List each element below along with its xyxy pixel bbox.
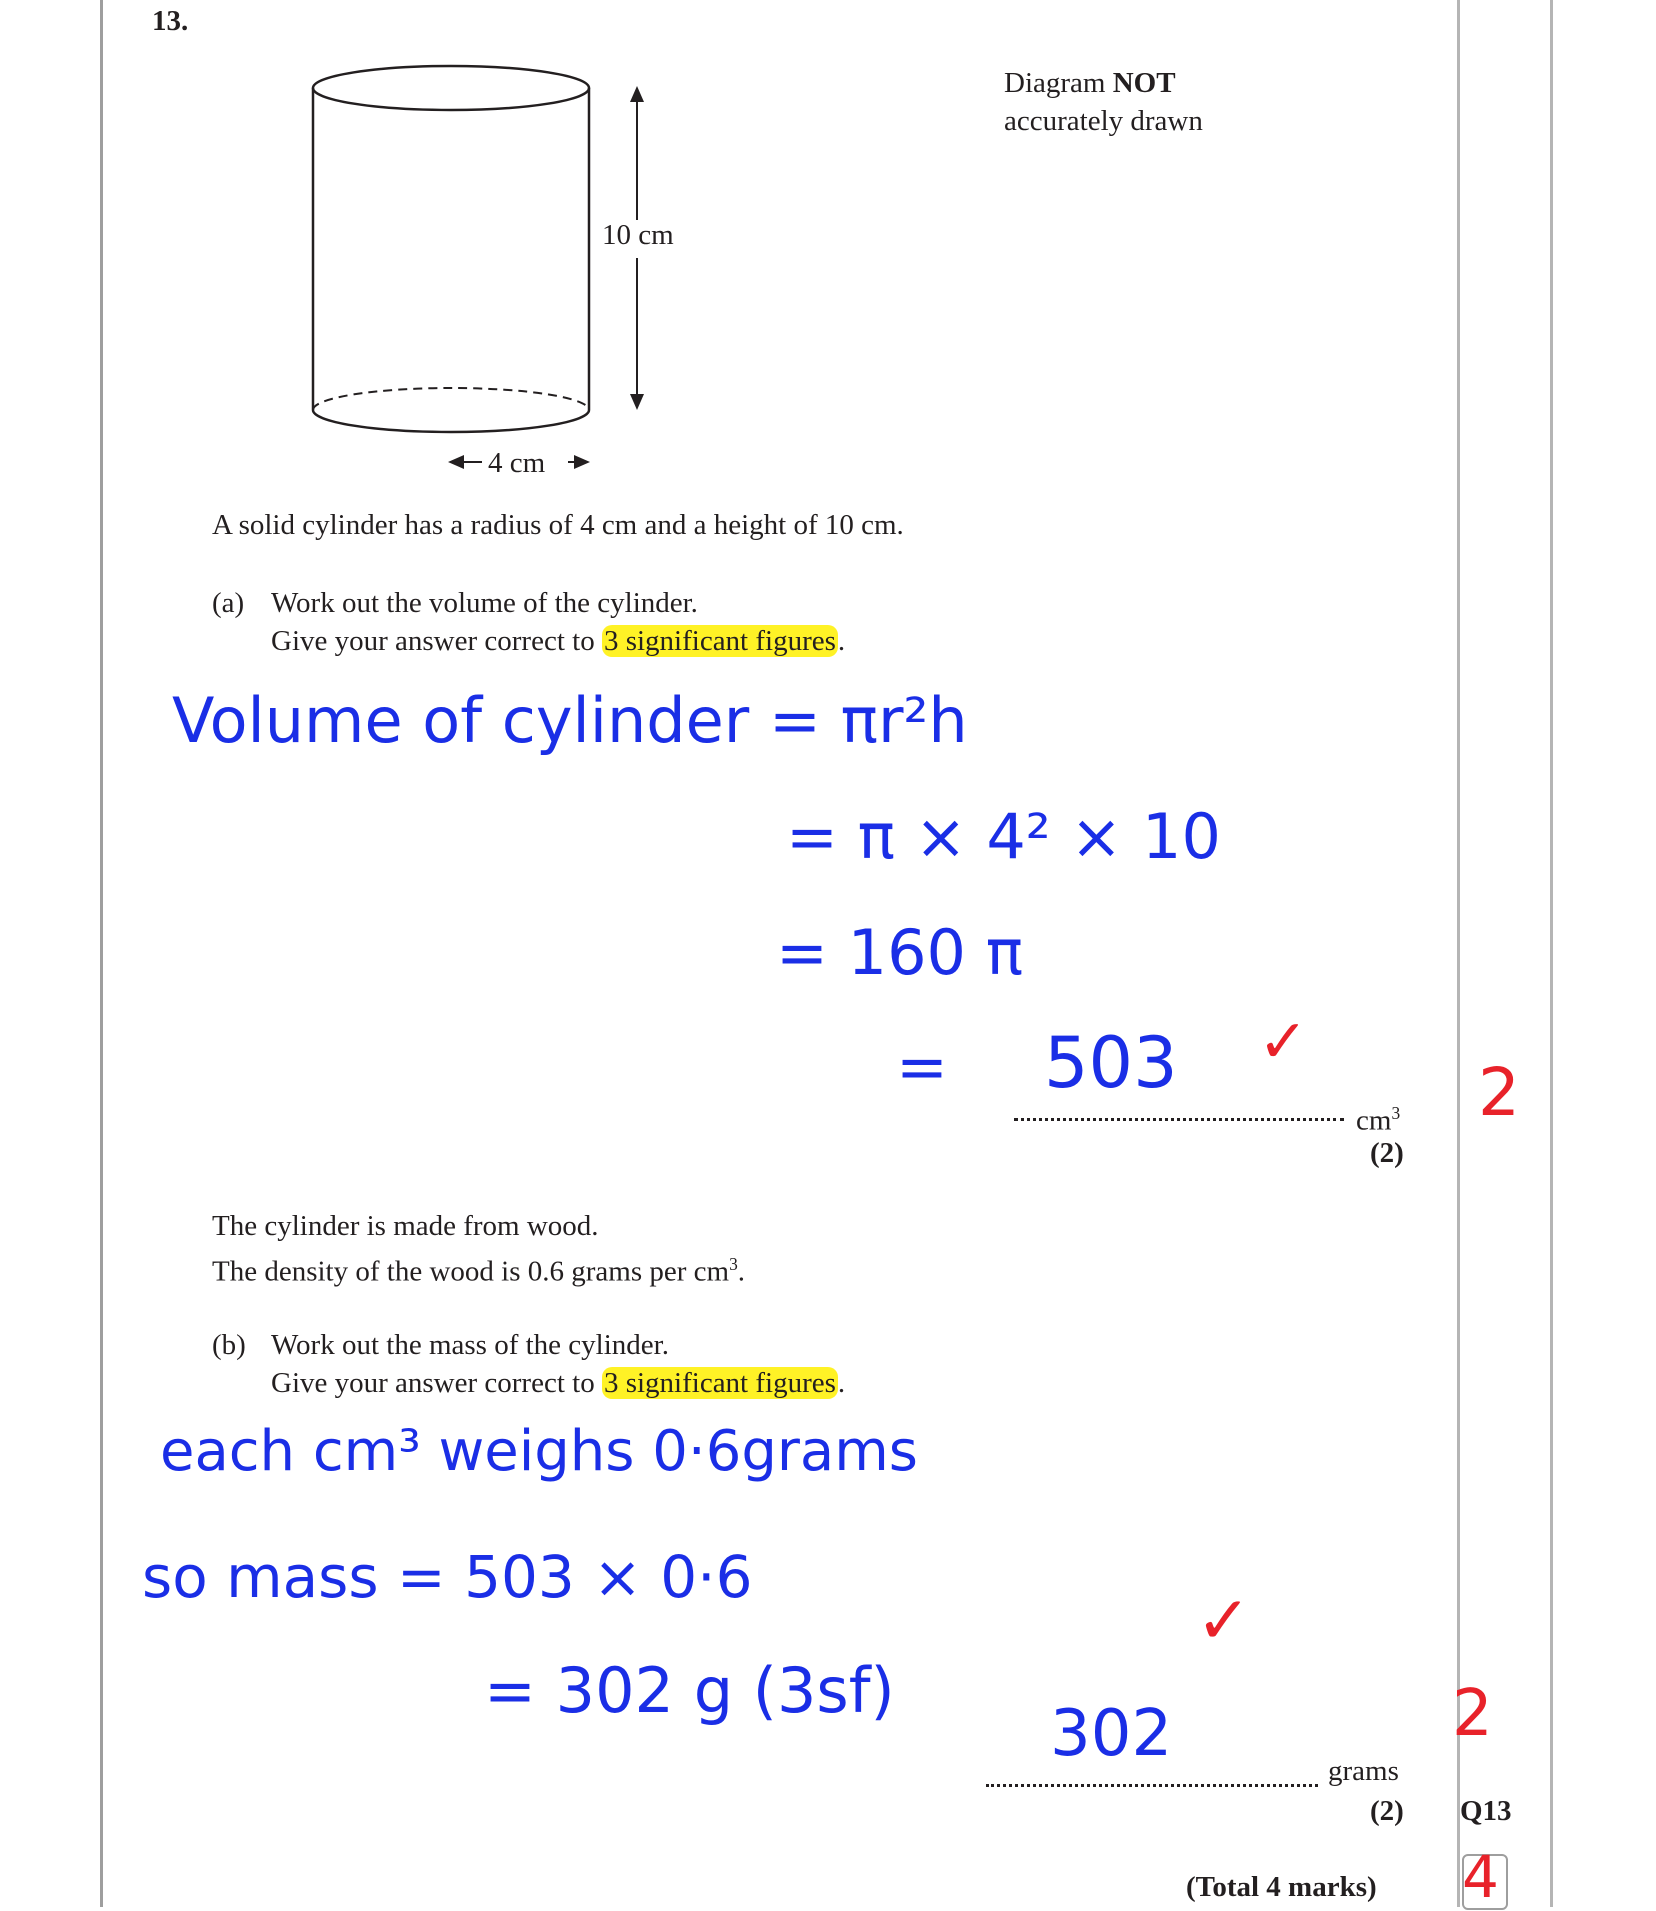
height-label: 10 cm (602, 219, 674, 251)
part-a-line2: Give your answer correct to 3 significant figures. (271, 625, 846, 657)
tick-b: ✓ (1196, 1582, 1252, 1659)
highlight-sig-figs: 3 significant figures (603, 625, 836, 657)
answer-a-handwritten: 503 (1044, 1022, 1178, 1104)
score-b: 2 (1452, 1677, 1493, 1751)
question-intro: A solid cylinder has a radius of 4 cm and a height of 10 cm. (212, 509, 904, 541)
total-score: 4 (1462, 1843, 1499, 1911)
highlight-sig-figs-b: 3 significant figures (603, 1367, 836, 1399)
working-b-line3: = 302 g (3sf) (484, 1654, 895, 1727)
radius-label: 4 cm (488, 447, 546, 479)
total-marks: (Total 4 marks) (1186, 1871, 1377, 1903)
cylinder-top-ellipse (313, 66, 589, 110)
part-b-label: (b) (212, 1329, 246, 1361)
working-b-line2: so mass = 503 × 0·6 (142, 1543, 753, 1611)
height-arrowhead-up (630, 86, 644, 102)
part-b-intro-line2: The density of the wood is 0.6 grams per $cm^3$. (212, 1254, 746, 1288)
cylinder-diagram (300, 60, 700, 480)
cylinder-hidden-edge (313, 388, 589, 410)
working-a-line3: = 160 π (776, 916, 1024, 989)
margin-question-label: Q13 (1460, 1795, 1512, 1827)
working-a-line2: = π × 4² × 10 (786, 800, 1221, 873)
part-a-line1: Work out the volume of the cylinder. (271, 587, 698, 619)
left-margin-line (100, 0, 103, 1907)
part-b-line2: Give your answer correct to 3 significant figures. (271, 1367, 846, 1399)
working-b-line1: each cm³ weighs 0·6grams (160, 1419, 918, 1484)
working-a-line1: Volume of cylinder = πr²h (172, 684, 968, 757)
diagram-note-line2: accurately drawn (1004, 105, 1203, 137)
part-b-intro-line1: The cylinder is made from wood. (212, 1210, 599, 1242)
radius-arrowhead-right (574, 455, 590, 469)
height-arrowhead-down (630, 394, 644, 410)
marks-b: (2) (1370, 1795, 1404, 1827)
score-a: 2 (1478, 1054, 1520, 1131)
right-margin-line (1550, 0, 1553, 1907)
diagram-note: Diagram NOT (1004, 67, 1176, 99)
unit-a: $cm^3$ (1356, 1103, 1401, 1137)
unit-b: grams (1328, 1755, 1399, 1787)
part-a-label: (a) (212, 587, 245, 619)
answer-line-b (986, 1784, 1318, 1787)
question-number: 13. (152, 5, 189, 37)
part-b-line1: Work out the mass of the cylinder. (271, 1329, 669, 1361)
tick-a: ✓ (1258, 1007, 1309, 1077)
working-a-equals: = (896, 1030, 948, 1103)
marks-a: (2) (1370, 1137, 1404, 1169)
answer-b-handwritten: 302 (1050, 1697, 1173, 1771)
marks-column-line (1457, 0, 1460, 1907)
answer-line-a (1014, 1118, 1344, 1121)
cylinder-bottom-edge (313, 410, 589, 432)
